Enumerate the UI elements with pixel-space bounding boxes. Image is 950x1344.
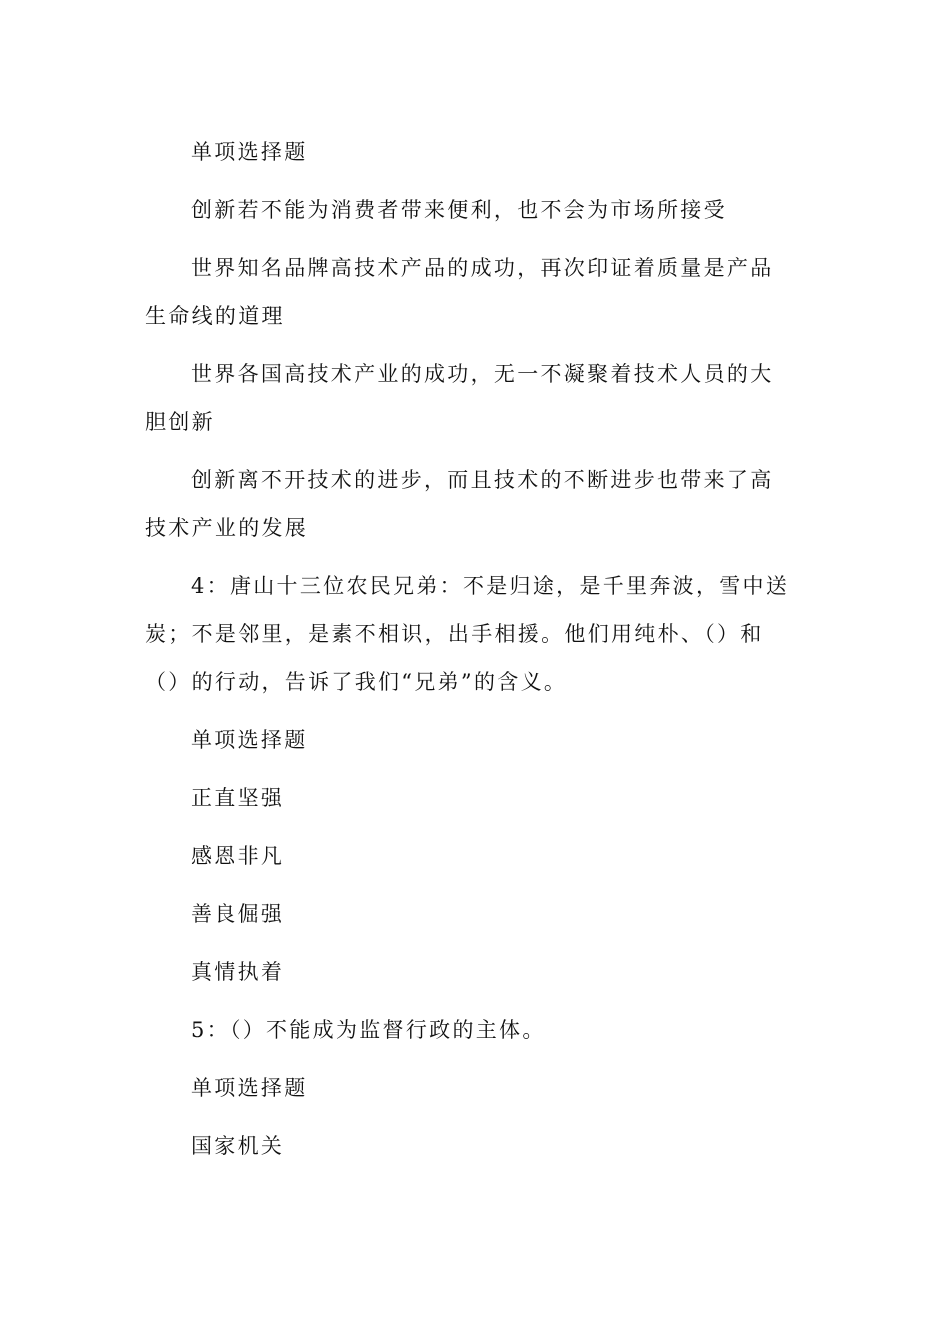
option-text: 创新若不能为消费者带来便利，也不会为市场所接受 [191, 198, 727, 222]
option-text: 真情执着 [191, 960, 285, 984]
option-text: 创新离不开技术的进步，而且技术的不断进步也带来了高技术产业的发展 [145, 468, 774, 540]
option-text: 正直坚强 [191, 786, 285, 810]
question-text: 5：（）不能成为监督行政的主体。 [191, 1018, 546, 1042]
option-text: 世界各国高技术产业的成功，无一不凝聚着技术人员的大胆创新 [145, 362, 774, 434]
option-text: 世界知名品牌高技术产品的成功，再次印证着质量是产品生命线的道理 [145, 256, 774, 328]
question-type-label: 单项选择题 [191, 140, 308, 164]
question-text: 4：唐山十三位农民兄弟：不是归途，是千里奔波，雪中送炭；不是邻里，是素不相识，出手相援。他们用纯朴、（）和（）的行动，告诉了我们“兄弟”的含义。 [145, 574, 790, 694]
question-type-label: 单项选择题 [191, 1076, 308, 1100]
question-type-label: 单项选择题 [191, 728, 308, 752]
option-text: 善良倔强 [191, 902, 285, 926]
document-body [145, 128, 795, 1180]
option-text: 国家机关 [191, 1134, 285, 1158]
option-text: 感恩非凡 [191, 844, 285, 868]
